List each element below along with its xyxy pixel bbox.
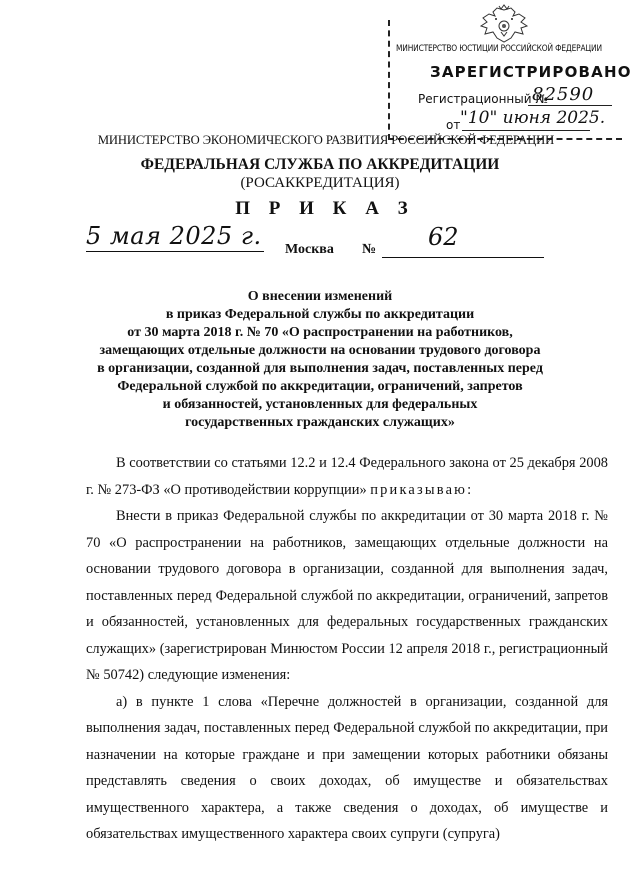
title-line: в приказ Федеральной службы по аккредитации <box>165 307 475 322</box>
order-number-sign: № <box>362 242 377 257</box>
preamble-text: В соответствии со статьями 12.2 и 12.4 Федерального закона от 25 декабря 2008 г. № 273-ФЗ «О противодействии коррупции» <box>86 455 608 498</box>
stamp-registered: ЗАРЕГИСТРИРОВАНО <box>430 63 632 81</box>
title-line: государственных гражданских служащих» <box>185 415 455 430</box>
service-heading: ФЕДЕРАЛЬНАЯ СЛУЖБА ПО АККРЕДИТАЦИИ <box>140 156 500 173</box>
stamp-number-value: 82590 <box>532 84 595 105</box>
title-line: О внесении изменений <box>247 289 393 304</box>
order-date-underline <box>86 251 264 252</box>
stamp-date-underline <box>462 130 590 131</box>
registration-stamp <box>388 20 632 140</box>
title-line: Федеральной службой по аккредитации, ограничений, запретов <box>117 379 523 394</box>
title-line: от 30 марта 2018 г. № 70 «О распространении на работников, <box>127 325 513 340</box>
service-short-name: (РОСАККРЕДИТАЦИЯ) <box>240 175 400 191</box>
stamp-from-label: от <box>446 118 461 132</box>
order-title <box>0 288 640 432</box>
order-number-underline <box>382 257 544 258</box>
ministry-heading: МИНИСТЕРСТВО ЭКОНОМИЧЕСКОГО РАЗВИТИЯ РОССИЙСКОЙ ФЕДЕРАЦИИ <box>97 133 555 147</box>
preamble-paragraph <box>86 450 608 503</box>
order-body <box>86 450 608 848</box>
stamp-number-label: Регистрационный № <box>418 92 548 106</box>
item-a-paragraph: а) в пункте 1 слова «Перечне должностей в организации, созданной для выполнения задач, поставленных перед Федеральной службой по аккредитации, при назначении на которые граждане и при замещении которых работники обязаны представлять сведения о своих доходах, об имуществе и обязательствах имущественного характера, а также сведения о доходах, об имуществе и обязательствах имущественного характера своих супруги (супруга) <box>86 693 608 842</box>
amendment-paragraph: Внести в приказ Федеральной службы по аккредитации от 30 марта 2018 г. № 70 «О распространении на работников, замещающих отдельные должности на основании трудового договора в организации, созданной для выполнения задач, поставленных перед Федеральной службой по аккредитации, ограничений, запретов и обязанностей, установленных для федеральных государственных гражданских служащих» (зарегистрирован Минюстом России 12 апреля 2018 г., регистрационный № 50742) следующие изменения: <box>86 508 608 683</box>
order-command: приказываю: <box>370 481 474 498</box>
title-line: и обязанностей, установленных для федеральных <box>162 397 478 412</box>
document-type-title: П Р И К А З <box>235 198 415 219</box>
stamp-ministry: МИНИСТЕРСТВО ЮСТИЦИИ РОССИЙСКОЙ ФЕДЕРАЦИИ <box>396 44 602 54</box>
order-city: Москва <box>285 242 334 257</box>
order-number-handwritten: 62 <box>428 223 459 251</box>
order-date-handwritten: 5 мая 2025 г. <box>86 222 262 250</box>
title-line: в организации, созданной для выполнения задач, поставленных перед <box>97 361 543 376</box>
stamp-number-underline <box>528 105 612 106</box>
stamp-date-value: "10" июня 2025. <box>460 108 606 128</box>
title-line: замещающих отдельные должности на основании трудового договора <box>99 343 541 358</box>
